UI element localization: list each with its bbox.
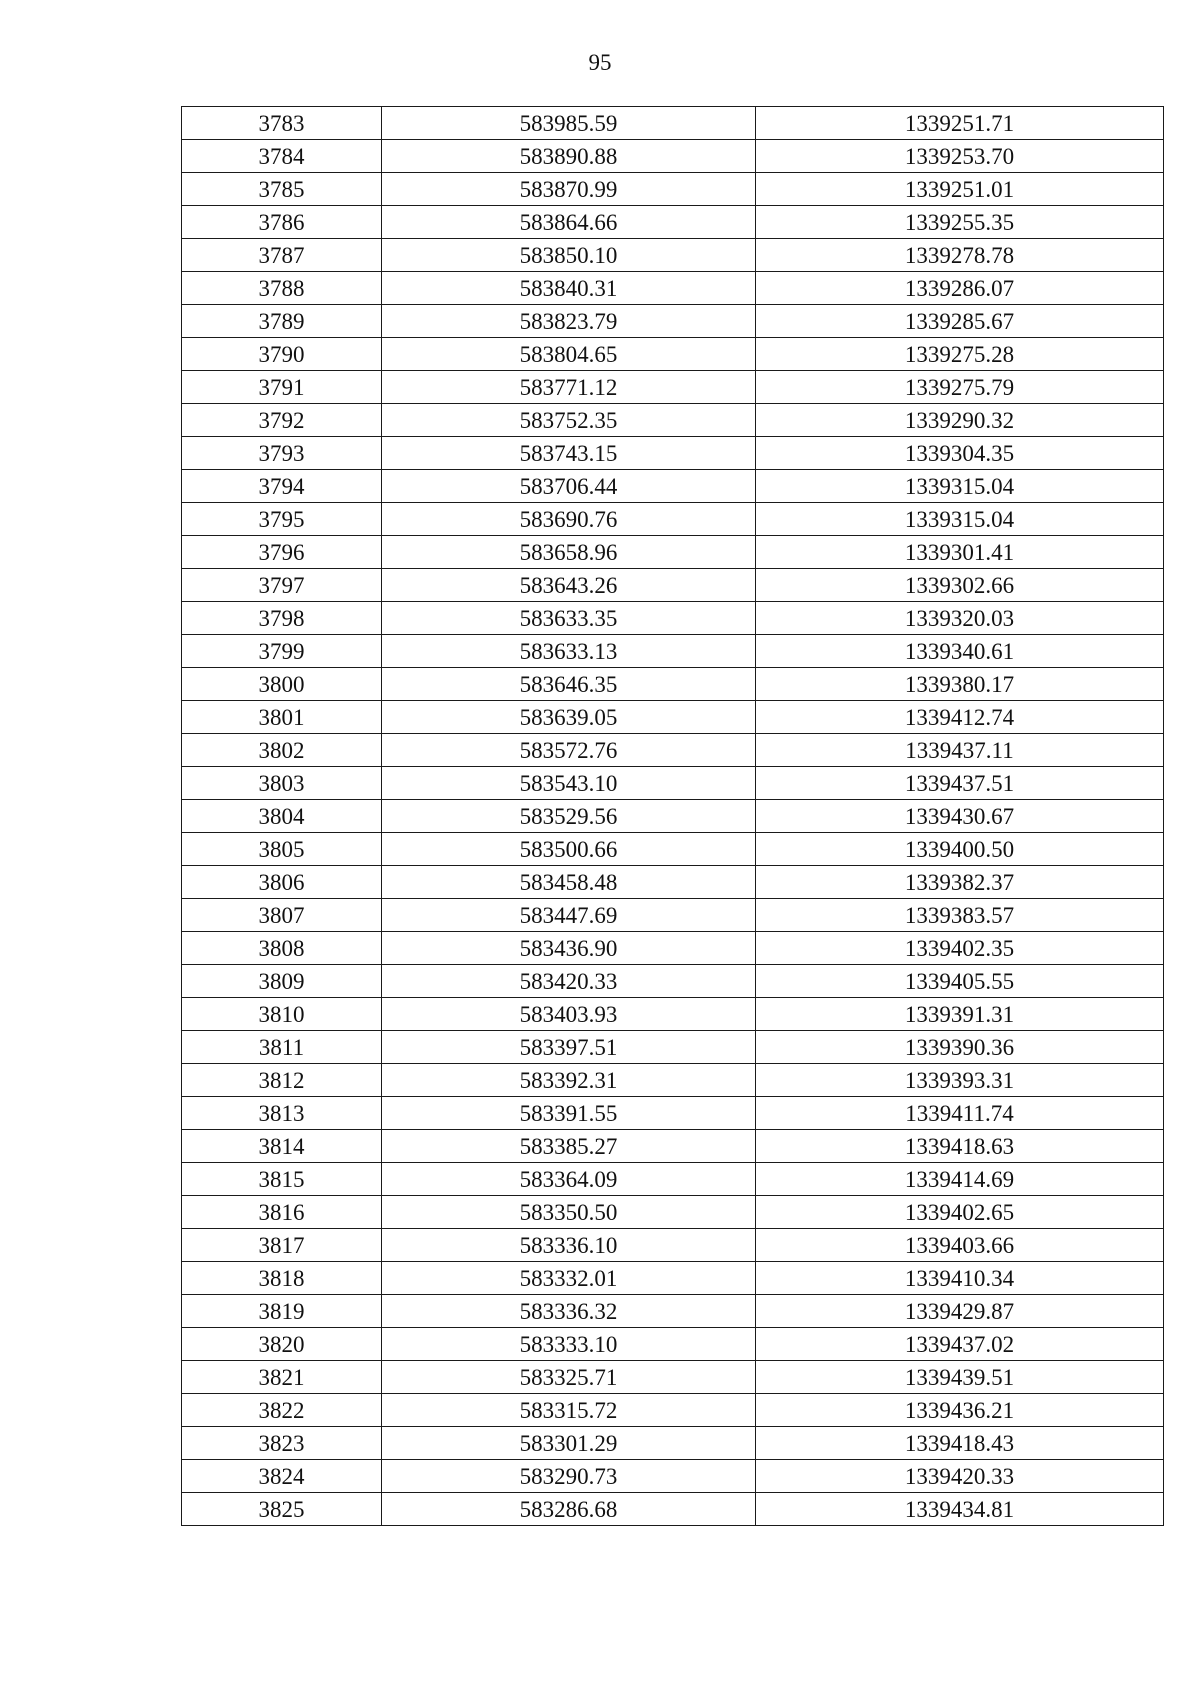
x-coordinate-cell: 583458.48 bbox=[382, 866, 756, 899]
table-row bbox=[182, 107, 1164, 140]
point-number-cell: 3812 bbox=[182, 1064, 382, 1097]
point-number-cell: 3792 bbox=[182, 404, 382, 437]
y-coordinate-cell: 1339437.51 bbox=[756, 767, 1164, 800]
y-coordinate-cell: 1339285.67 bbox=[756, 305, 1164, 338]
table-row bbox=[182, 569, 1164, 602]
x-coordinate-cell: 583500.66 bbox=[382, 833, 756, 866]
y-coordinate-cell: 1339320.03 bbox=[756, 602, 1164, 635]
point-number-cell: 3808 bbox=[182, 932, 382, 965]
table-row bbox=[182, 734, 1164, 767]
table-row bbox=[182, 1328, 1164, 1361]
table-row bbox=[182, 701, 1164, 734]
table-row bbox=[182, 1493, 1164, 1526]
point-number-cell: 3825 bbox=[182, 1493, 382, 1526]
table-row bbox=[182, 536, 1164, 569]
table-row bbox=[182, 932, 1164, 965]
table-row bbox=[182, 602, 1164, 635]
coordinate-table bbox=[181, 106, 1164, 1526]
x-coordinate-cell: 583706.44 bbox=[382, 470, 756, 503]
y-coordinate-cell: 1339278.78 bbox=[756, 239, 1164, 272]
point-number-cell: 3784 bbox=[182, 140, 382, 173]
point-number-cell: 3811 bbox=[182, 1031, 382, 1064]
point-number-cell: 3813 bbox=[182, 1097, 382, 1130]
table-row bbox=[182, 668, 1164, 701]
x-coordinate-cell: 583646.35 bbox=[382, 668, 756, 701]
y-coordinate-cell: 1339418.63 bbox=[756, 1130, 1164, 1163]
y-coordinate-cell: 1339380.17 bbox=[756, 668, 1164, 701]
point-number-cell: 3819 bbox=[182, 1295, 382, 1328]
x-coordinate-cell: 583301.29 bbox=[382, 1427, 756, 1460]
x-coordinate-cell: 583890.88 bbox=[382, 140, 756, 173]
y-coordinate-cell: 1339304.35 bbox=[756, 437, 1164, 470]
coordinate-table-body bbox=[182, 107, 1164, 1526]
x-coordinate-cell: 583985.59 bbox=[382, 107, 756, 140]
table-row bbox=[182, 1163, 1164, 1196]
point-number-cell: 3807 bbox=[182, 899, 382, 932]
y-coordinate-cell: 1339383.57 bbox=[756, 899, 1164, 932]
y-coordinate-cell: 1339302.66 bbox=[756, 569, 1164, 602]
point-number-cell: 3804 bbox=[182, 800, 382, 833]
x-coordinate-cell: 583840.31 bbox=[382, 272, 756, 305]
table-row bbox=[182, 998, 1164, 1031]
point-number-cell: 3802 bbox=[182, 734, 382, 767]
x-coordinate-cell: 583633.35 bbox=[382, 602, 756, 635]
y-coordinate-cell: 1339286.07 bbox=[756, 272, 1164, 305]
table-row bbox=[182, 239, 1164, 272]
x-coordinate-cell: 583315.72 bbox=[382, 1394, 756, 1427]
x-coordinate-cell: 583392.31 bbox=[382, 1064, 756, 1097]
y-coordinate-cell: 1339439.51 bbox=[756, 1361, 1164, 1394]
point-number-cell: 3818 bbox=[182, 1262, 382, 1295]
point-number-cell: 3806 bbox=[182, 866, 382, 899]
page-number: 95 bbox=[588, 50, 612, 75]
point-number-cell: 3786 bbox=[182, 206, 382, 239]
y-coordinate-cell: 1339420.33 bbox=[756, 1460, 1164, 1493]
table-row bbox=[182, 1262, 1164, 1295]
y-coordinate-cell: 1339275.79 bbox=[756, 371, 1164, 404]
point-number-cell: 3800 bbox=[182, 668, 382, 701]
y-coordinate-cell: 1339430.67 bbox=[756, 800, 1164, 833]
y-coordinate-cell: 1339251.71 bbox=[756, 107, 1164, 140]
y-coordinate-cell: 1339390.36 bbox=[756, 1031, 1164, 1064]
table-row bbox=[182, 1130, 1164, 1163]
x-coordinate-cell: 583397.51 bbox=[382, 1031, 756, 1064]
point-number-cell: 3795 bbox=[182, 503, 382, 536]
y-coordinate-cell: 1339414.69 bbox=[756, 1163, 1164, 1196]
x-coordinate-cell: 583572.76 bbox=[382, 734, 756, 767]
table-row bbox=[182, 1097, 1164, 1130]
x-coordinate-cell: 583633.13 bbox=[382, 635, 756, 668]
y-coordinate-cell: 1339402.35 bbox=[756, 932, 1164, 965]
table-row bbox=[182, 635, 1164, 668]
point-number-cell: 3789 bbox=[182, 305, 382, 338]
y-coordinate-cell: 1339315.04 bbox=[756, 503, 1164, 536]
point-number-cell: 3801 bbox=[182, 701, 382, 734]
y-coordinate-cell: 1339393.31 bbox=[756, 1064, 1164, 1097]
x-coordinate-cell: 583385.27 bbox=[382, 1130, 756, 1163]
y-coordinate-cell: 1339275.28 bbox=[756, 338, 1164, 371]
table-row bbox=[182, 437, 1164, 470]
x-coordinate-cell: 583447.69 bbox=[382, 899, 756, 932]
table-row bbox=[182, 1064, 1164, 1097]
y-coordinate-cell: 1339402.65 bbox=[756, 1196, 1164, 1229]
x-coordinate-cell: 583690.76 bbox=[382, 503, 756, 536]
y-coordinate-cell: 1339400.50 bbox=[756, 833, 1164, 866]
x-coordinate-cell: 583752.35 bbox=[382, 404, 756, 437]
y-coordinate-cell: 1339253.70 bbox=[756, 140, 1164, 173]
table-row bbox=[182, 470, 1164, 503]
table-row bbox=[182, 1229, 1164, 1262]
x-coordinate-cell: 583643.26 bbox=[382, 569, 756, 602]
x-coordinate-cell: 583403.93 bbox=[382, 998, 756, 1031]
y-coordinate-cell: 1339340.61 bbox=[756, 635, 1164, 668]
point-number-cell: 3823 bbox=[182, 1427, 382, 1460]
table-row bbox=[182, 1460, 1164, 1493]
x-coordinate-cell: 583870.99 bbox=[382, 173, 756, 206]
point-number-cell: 3810 bbox=[182, 998, 382, 1031]
point-number-cell: 3791 bbox=[182, 371, 382, 404]
y-coordinate-cell: 1339255.35 bbox=[756, 206, 1164, 239]
point-number-cell: 3822 bbox=[182, 1394, 382, 1427]
table-row bbox=[182, 272, 1164, 305]
point-number-cell: 3820 bbox=[182, 1328, 382, 1361]
y-coordinate-cell: 1339391.31 bbox=[756, 998, 1164, 1031]
y-coordinate-cell: 1339403.66 bbox=[756, 1229, 1164, 1262]
point-number-cell: 3793 bbox=[182, 437, 382, 470]
point-number-cell: 3817 bbox=[182, 1229, 382, 1262]
y-coordinate-cell: 1339410.34 bbox=[756, 1262, 1164, 1295]
table-row bbox=[182, 1394, 1164, 1427]
table-row bbox=[182, 305, 1164, 338]
x-coordinate-cell: 583743.15 bbox=[382, 437, 756, 470]
x-coordinate-cell: 583325.71 bbox=[382, 1361, 756, 1394]
point-number-cell: 3798 bbox=[182, 602, 382, 635]
x-coordinate-cell: 583333.10 bbox=[382, 1328, 756, 1361]
y-coordinate-cell: 1339418.43 bbox=[756, 1427, 1164, 1460]
x-coordinate-cell: 583336.10 bbox=[382, 1229, 756, 1262]
x-coordinate-cell: 583364.09 bbox=[382, 1163, 756, 1196]
x-coordinate-cell: 583864.66 bbox=[382, 206, 756, 239]
point-number-cell: 3816 bbox=[182, 1196, 382, 1229]
y-coordinate-cell: 1339436.21 bbox=[756, 1394, 1164, 1427]
table-row bbox=[182, 371, 1164, 404]
y-coordinate-cell: 1339290.32 bbox=[756, 404, 1164, 437]
point-number-cell: 3821 bbox=[182, 1361, 382, 1394]
x-coordinate-cell: 583543.10 bbox=[382, 767, 756, 800]
table-row bbox=[182, 767, 1164, 800]
table-row bbox=[182, 833, 1164, 866]
y-coordinate-cell: 1339412.74 bbox=[756, 701, 1164, 734]
y-coordinate-cell: 1339315.04 bbox=[756, 470, 1164, 503]
y-coordinate-cell: 1339382.37 bbox=[756, 866, 1164, 899]
table-row bbox=[182, 1427, 1164, 1460]
point-number-cell: 3783 bbox=[182, 107, 382, 140]
x-coordinate-cell: 583823.79 bbox=[382, 305, 756, 338]
x-coordinate-cell: 583529.56 bbox=[382, 800, 756, 833]
x-coordinate-cell: 583286.68 bbox=[382, 1493, 756, 1526]
point-number-cell: 3787 bbox=[182, 239, 382, 272]
y-coordinate-cell: 1339251.01 bbox=[756, 173, 1164, 206]
x-coordinate-cell: 583850.10 bbox=[382, 239, 756, 272]
table-row bbox=[182, 1031, 1164, 1064]
table-row bbox=[182, 404, 1164, 437]
x-coordinate-cell: 583771.12 bbox=[382, 371, 756, 404]
point-number-cell: 3824 bbox=[182, 1460, 382, 1493]
y-coordinate-cell: 1339434.81 bbox=[756, 1493, 1164, 1526]
x-coordinate-cell: 583420.33 bbox=[382, 965, 756, 998]
y-coordinate-cell: 1339437.11 bbox=[756, 734, 1164, 767]
x-coordinate-cell: 583804.65 bbox=[382, 338, 756, 371]
point-number-cell: 3814 bbox=[182, 1130, 382, 1163]
x-coordinate-cell: 583391.55 bbox=[382, 1097, 756, 1130]
table-row bbox=[182, 338, 1164, 371]
y-coordinate-cell: 1339429.87 bbox=[756, 1295, 1164, 1328]
point-number-cell: 3790 bbox=[182, 338, 382, 371]
table-row bbox=[182, 1361, 1164, 1394]
y-coordinate-cell: 1339301.41 bbox=[756, 536, 1164, 569]
table-row bbox=[182, 1196, 1164, 1229]
x-coordinate-cell: 583290.73 bbox=[382, 1460, 756, 1493]
point-number-cell: 3796 bbox=[182, 536, 382, 569]
x-coordinate-cell: 583658.96 bbox=[382, 536, 756, 569]
table-row bbox=[182, 173, 1164, 206]
y-coordinate-cell: 1339411.74 bbox=[756, 1097, 1164, 1130]
x-coordinate-cell: 583332.01 bbox=[382, 1262, 756, 1295]
point-number-cell: 3797 bbox=[182, 569, 382, 602]
x-coordinate-cell: 583639.05 bbox=[382, 701, 756, 734]
table-row bbox=[182, 503, 1164, 536]
y-coordinate-cell: 1339437.02 bbox=[756, 1328, 1164, 1361]
y-coordinate-cell: 1339405.55 bbox=[756, 965, 1164, 998]
table-row bbox=[182, 140, 1164, 173]
table-row bbox=[182, 965, 1164, 998]
point-number-cell: 3805 bbox=[182, 833, 382, 866]
x-coordinate-cell: 583336.32 bbox=[382, 1295, 756, 1328]
point-number-cell: 3815 bbox=[182, 1163, 382, 1196]
table-row bbox=[182, 899, 1164, 932]
point-number-cell: 3785 bbox=[182, 173, 382, 206]
table-row bbox=[182, 206, 1164, 239]
table-row bbox=[182, 1295, 1164, 1328]
point-number-cell: 3809 bbox=[182, 965, 382, 998]
point-number-cell: 3799 bbox=[182, 635, 382, 668]
point-number-cell: 3794 bbox=[182, 470, 382, 503]
x-coordinate-cell: 583350.50 bbox=[382, 1196, 756, 1229]
point-number-cell: 3803 bbox=[182, 767, 382, 800]
table-row bbox=[182, 800, 1164, 833]
x-coordinate-cell: 583436.90 bbox=[382, 932, 756, 965]
point-number-cell: 3788 bbox=[182, 272, 382, 305]
table-row bbox=[182, 866, 1164, 899]
